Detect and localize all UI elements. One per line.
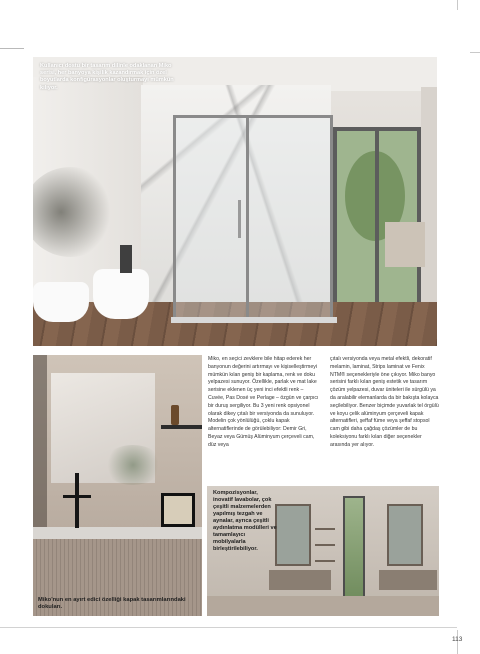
shelf (161, 425, 202, 429)
composition-caption: Kompozisyonlar, inovatif lavabolar, çok çeşitli malzemelerden yapılmış tezgah ve aynalar, ayrıca çeşitli aydınlatma modülleri ve tamamlayıcı mobilyalarla birleştirilebiliyor. (213, 490, 277, 552)
article-column-2: çıtalı versiyonda veya metal efektli, dekoratif melamin, laminat, Strips laminat ve Fenix NTM® seçenekleriyle öne çıkıyor. Miko banyo serisini farklı kılan geniş estetik ve tasarım çözüm yelpazesi, duvar üniteleri ile sürgülü ya da aralabilir elemanlarda da bir bakışta kolayca seçilebiliyor. Benzer biçimde yuvarlak tel örgülü ve koyu çelik alüminyum çerçeveli kapak alternatifleri, şeffaf füme veya şeffaf stopsol cam gibi daha çağdaş çözümler de bu koleksiyonu farklı kılan diğer seçenekler arasında yer alıyor. (330, 356, 439, 448)
bidet (33, 282, 89, 322)
hero-caption: Kullanıcı dostu bir tasarım dilinle odaklanan Miko serisi, her banyoya kişilik kazandırmak için özel boyutlarda konfigürasyonlar oluşturmayı mümkün kılıyor. (40, 63, 174, 91)
toilet (93, 269, 149, 319)
footer-rule (0, 627, 457, 628)
faucet-handle (63, 495, 91, 498)
plant-reflection (103, 445, 163, 485)
article-column-1: Miko, en seçici zevklere bile hitap ederek her banyonun değerini artırmayı ve kişiselleştirmeyi mümkün kılan geniş bir kaplama, renk ve doku yelpazesi sunuyor. Özellikle, parlak ve mat lake serisine eklenen üç yeni inci efektli renk – Cuvée, Pas Dosé ve Perlage – özgün ve çarpıcı bir duruş sergiliyor. Bu 3 yeni renk opsiyonel olarak dikey çıtalı bir versiyonda da sunuluyor. Modelin çok yönlülüğü, çoklu kapak alternatiflerinde de görülebiliyor: Demir Gri, Beyaz veya Gümüş Alüminyum çerçeveli cam, düz veya (208, 356, 319, 448)
wall (421, 87, 437, 317)
vanity-unit (385, 222, 425, 267)
detail-caption: Miko'nun en ayırt edici özelliği kapak tasarımlarındaki dokuları. (38, 597, 186, 610)
crop-mark (0, 48, 24, 49)
crop-mark (470, 52, 480, 53)
window-mullion (375, 131, 379, 313)
vanity-unit (269, 570, 331, 590)
detail-photo-cabinet (33, 355, 202, 616)
window (343, 496, 365, 606)
composition-photo (207, 486, 439, 616)
picture-frame (161, 493, 195, 527)
towel (120, 245, 132, 273)
crop-mark (457, 0, 458, 10)
shelving-unit (315, 514, 335, 574)
faucet (75, 473, 79, 528)
page-number: 113 (452, 636, 463, 643)
countertop (33, 527, 202, 539)
soap-bottle (171, 405, 179, 425)
shower-door-frame (246, 115, 249, 320)
vanity-unit (379, 570, 437, 590)
shower-handle (238, 200, 241, 238)
glass-shower-enclosure (173, 115, 333, 320)
shower-tray (171, 317, 337, 323)
mirror (275, 504, 311, 566)
hero-photo-shower (33, 57, 437, 346)
floor (207, 596, 439, 616)
wall-panel (33, 355, 47, 530)
mirror (387, 504, 423, 566)
